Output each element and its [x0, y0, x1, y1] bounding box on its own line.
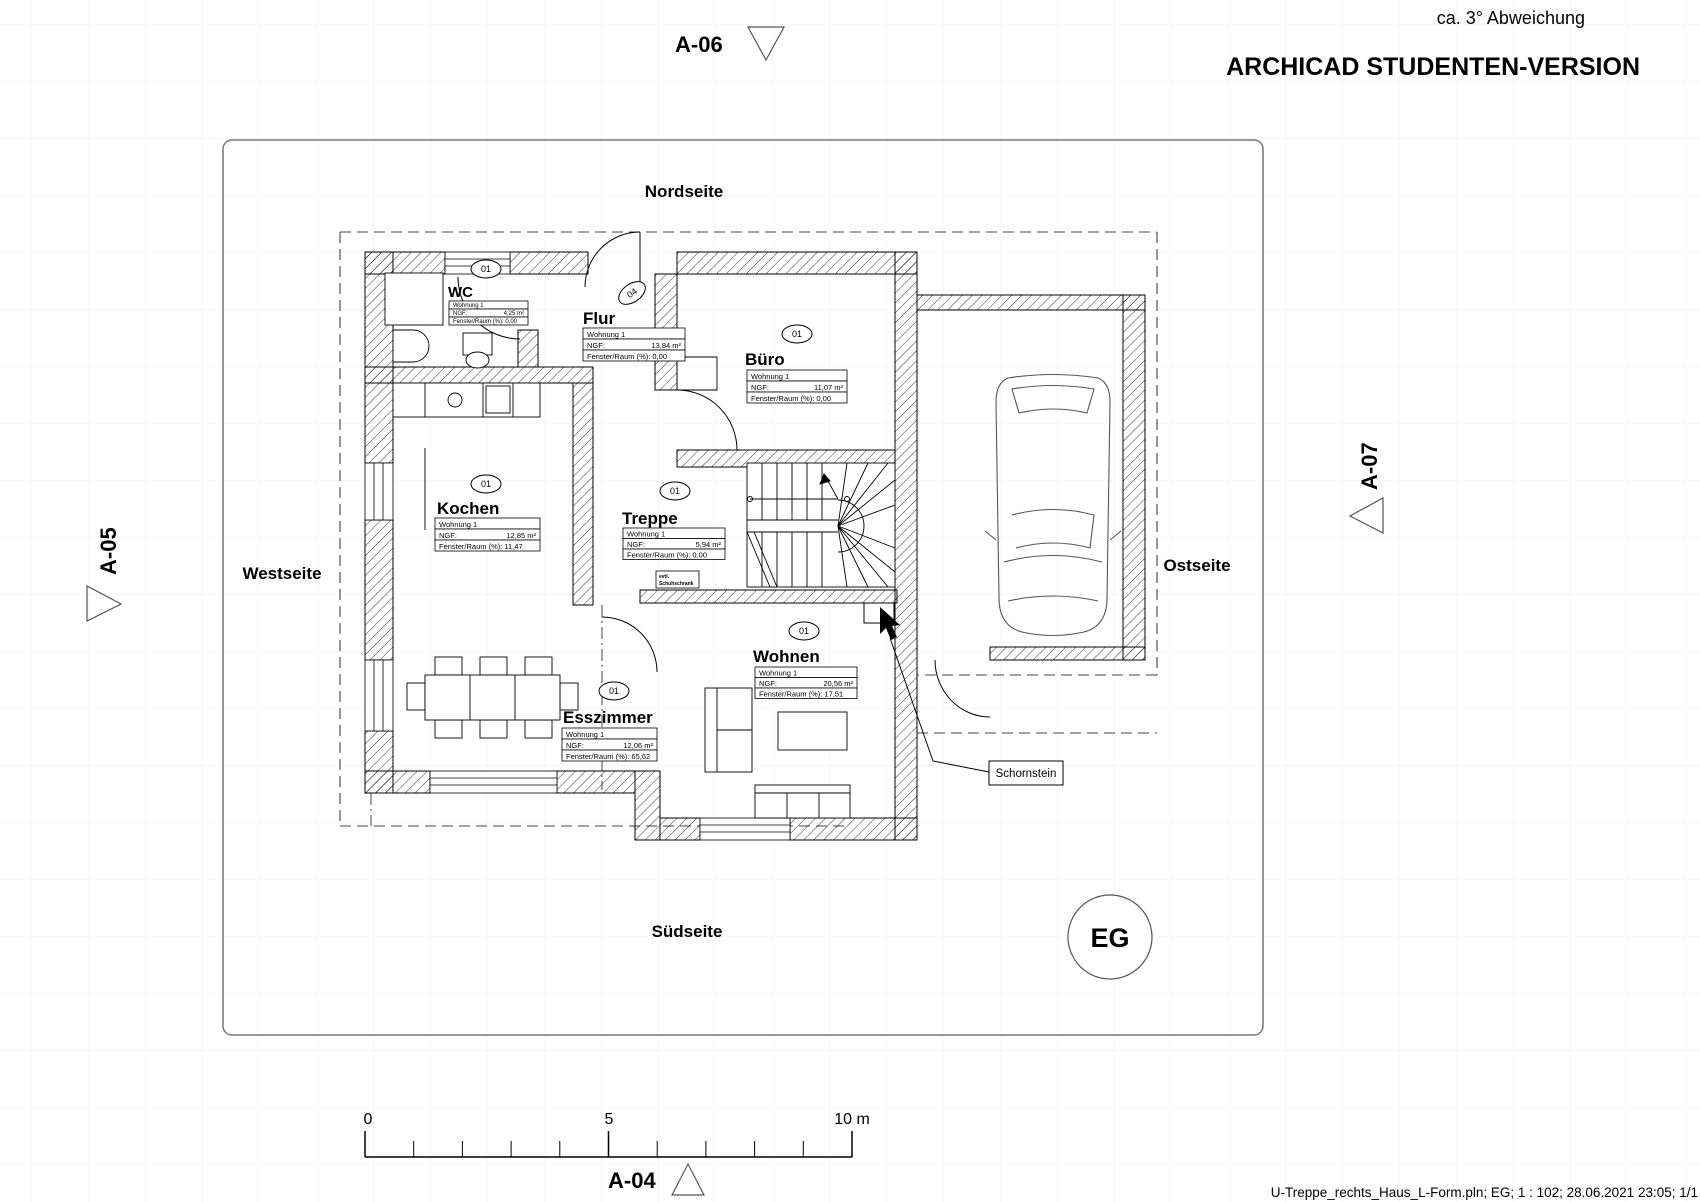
- id-stamp-text: 01: [480, 479, 492, 489]
- room-window-ratio: Fenster/Raum (%): 65,62: [566, 752, 651, 761]
- room-name-kochen: Kochen: [437, 499, 500, 518]
- dining-table: [425, 675, 560, 720]
- document-info: U-Treppe_rechts_Haus_L-Form.pln; EG; 1 : 102; 28.06.2021 23:05; 1/1: [1270, 1185, 1698, 1200]
- chimney-label: [989, 761, 1063, 785]
- coffee-table: [778, 712, 847, 750]
- label-nordseite: Nordseite: [644, 182, 724, 201]
- room-unit: Wohnung 1: [439, 520, 478, 529]
- label-suedseite: Südseite: [651, 922, 723, 941]
- room-window-ratio: Fenster/Raum (%): 17,51: [759, 689, 844, 699]
- window-south-dining: [430, 771, 557, 793]
- sofa-horizontal: [755, 785, 850, 818]
- wardrobe-note-line1: evtl.: [659, 574, 670, 580]
- room-window-ratio: Fenster/Raum (%): 0,00: [453, 319, 518, 325]
- floor-badge-text: EG: [1090, 923, 1130, 953]
- room-name-treppe: Treppe: [622, 509, 678, 528]
- label-westseite: Westseite: [242, 564, 322, 583]
- room-unit: Wohnung 1: [627, 529, 666, 539]
- id-stamp-text: 01: [480, 264, 492, 274]
- room-window-ratio: Fenster/Raum (%): 0,00: [587, 352, 668, 361]
- room-ngf-label: NGF:: [759, 679, 777, 688]
- id-stamp: [471, 475, 501, 493]
- window-south-living: [700, 818, 790, 840]
- room-ngf-value: 4,25 m²: [503, 311, 524, 317]
- window-west-dining: [365, 660, 393, 731]
- room-ngf-label: NGF:: [453, 311, 468, 317]
- marker-a04: A-04: [608, 1168, 656, 1193]
- id-stamp-text: 04: [625, 286, 639, 300]
- label-ostseite: Ostseite: [1163, 556, 1231, 575]
- toilet-bowl: [466, 352, 489, 368]
- deviation-note: ca. 3° Abweichung: [1436, 8, 1585, 28]
- room-ngf-value: 5,94 m²: [695, 540, 721, 549]
- archicad-watermark: ARCHICAD STUDENTEN-VERSION: [1226, 53, 1640, 81]
- shower: [385, 273, 443, 325]
- washbasin: [393, 330, 429, 362]
- scale-5: 5: [604, 1111, 614, 1128]
- marker-a05: A-05: [96, 527, 121, 575]
- room-ngf-value: 12,06 m²: [623, 741, 653, 750]
- room-ngf-value: 12,85 m²: [506, 531, 536, 540]
- id-stamp-text: 01: [608, 686, 620, 696]
- chimney-label-text: Schornstein: [995, 768, 1057, 780]
- room-ngf-label: NGF:: [566, 741, 584, 750]
- room-window-ratio: Fenster/Raum (%): 0,00: [751, 394, 832, 403]
- staircase: [747, 463, 895, 587]
- id-stamp-text: 01: [798, 626, 810, 636]
- room-unit: Wohnung 1: [751, 372, 790, 381]
- marker-a06: A-06: [675, 32, 723, 57]
- room-name-esszimmer: Esszimmer: [563, 708, 653, 727]
- room-ngf-value: 20,56 m²: [823, 679, 853, 688]
- wardrobe-note-line2: Schuhschrank: [659, 581, 694, 587]
- id-stamp: [471, 260, 501, 278]
- room-ngf-label: NGF:: [627, 540, 645, 549]
- room-ngf-label: NGF:: [587, 341, 605, 350]
- room-label-esszimmer: [562, 708, 657, 761]
- room-name-wohnen: Wohnen: [753, 647, 820, 666]
- room-ngf-value: 11,07 m²: [813, 383, 843, 392]
- id-stamp: [660, 482, 690, 500]
- window-west-kitchen: [365, 463, 393, 520]
- room-window-ratio: Fenster/Raum (%): 0,00: [627, 550, 708, 560]
- scale-0: 0: [363, 1111, 373, 1128]
- id-stamp-text: 01: [669, 486, 681, 496]
- id-stamp: [789, 622, 819, 640]
- wardrobe-note: [656, 571, 699, 588]
- scale-10m: 10 m: [834, 1111, 870, 1128]
- room-name-wc: WC: [448, 284, 473, 301]
- room-unit: Wohnung 1: [587, 330, 626, 339]
- room-name-flur: Flur: [583, 309, 616, 328]
- room-ngf-label: NGF:: [751, 383, 769, 392]
- id-stamp: [599, 682, 629, 700]
- id-stamp: [782, 325, 812, 343]
- id-stamp-text: 01: [791, 329, 803, 339]
- room-name-buero: Büro: [745, 350, 785, 369]
- room-window-ratio: Fenster/Raum (%): 11,47: [439, 542, 523, 551]
- room-unit: Wohnung 1: [453, 303, 484, 309]
- room-unit: Wohnung 1: [759, 668, 798, 678]
- floor-badge: [1068, 895, 1152, 979]
- marker-a07: A-07: [1357, 442, 1382, 490]
- room-unit: Wohnung 1: [566, 730, 605, 739]
- room-ngf-label: NGF:: [439, 531, 457, 540]
- room-ngf-value: 13,84 m²: [651, 341, 681, 350]
